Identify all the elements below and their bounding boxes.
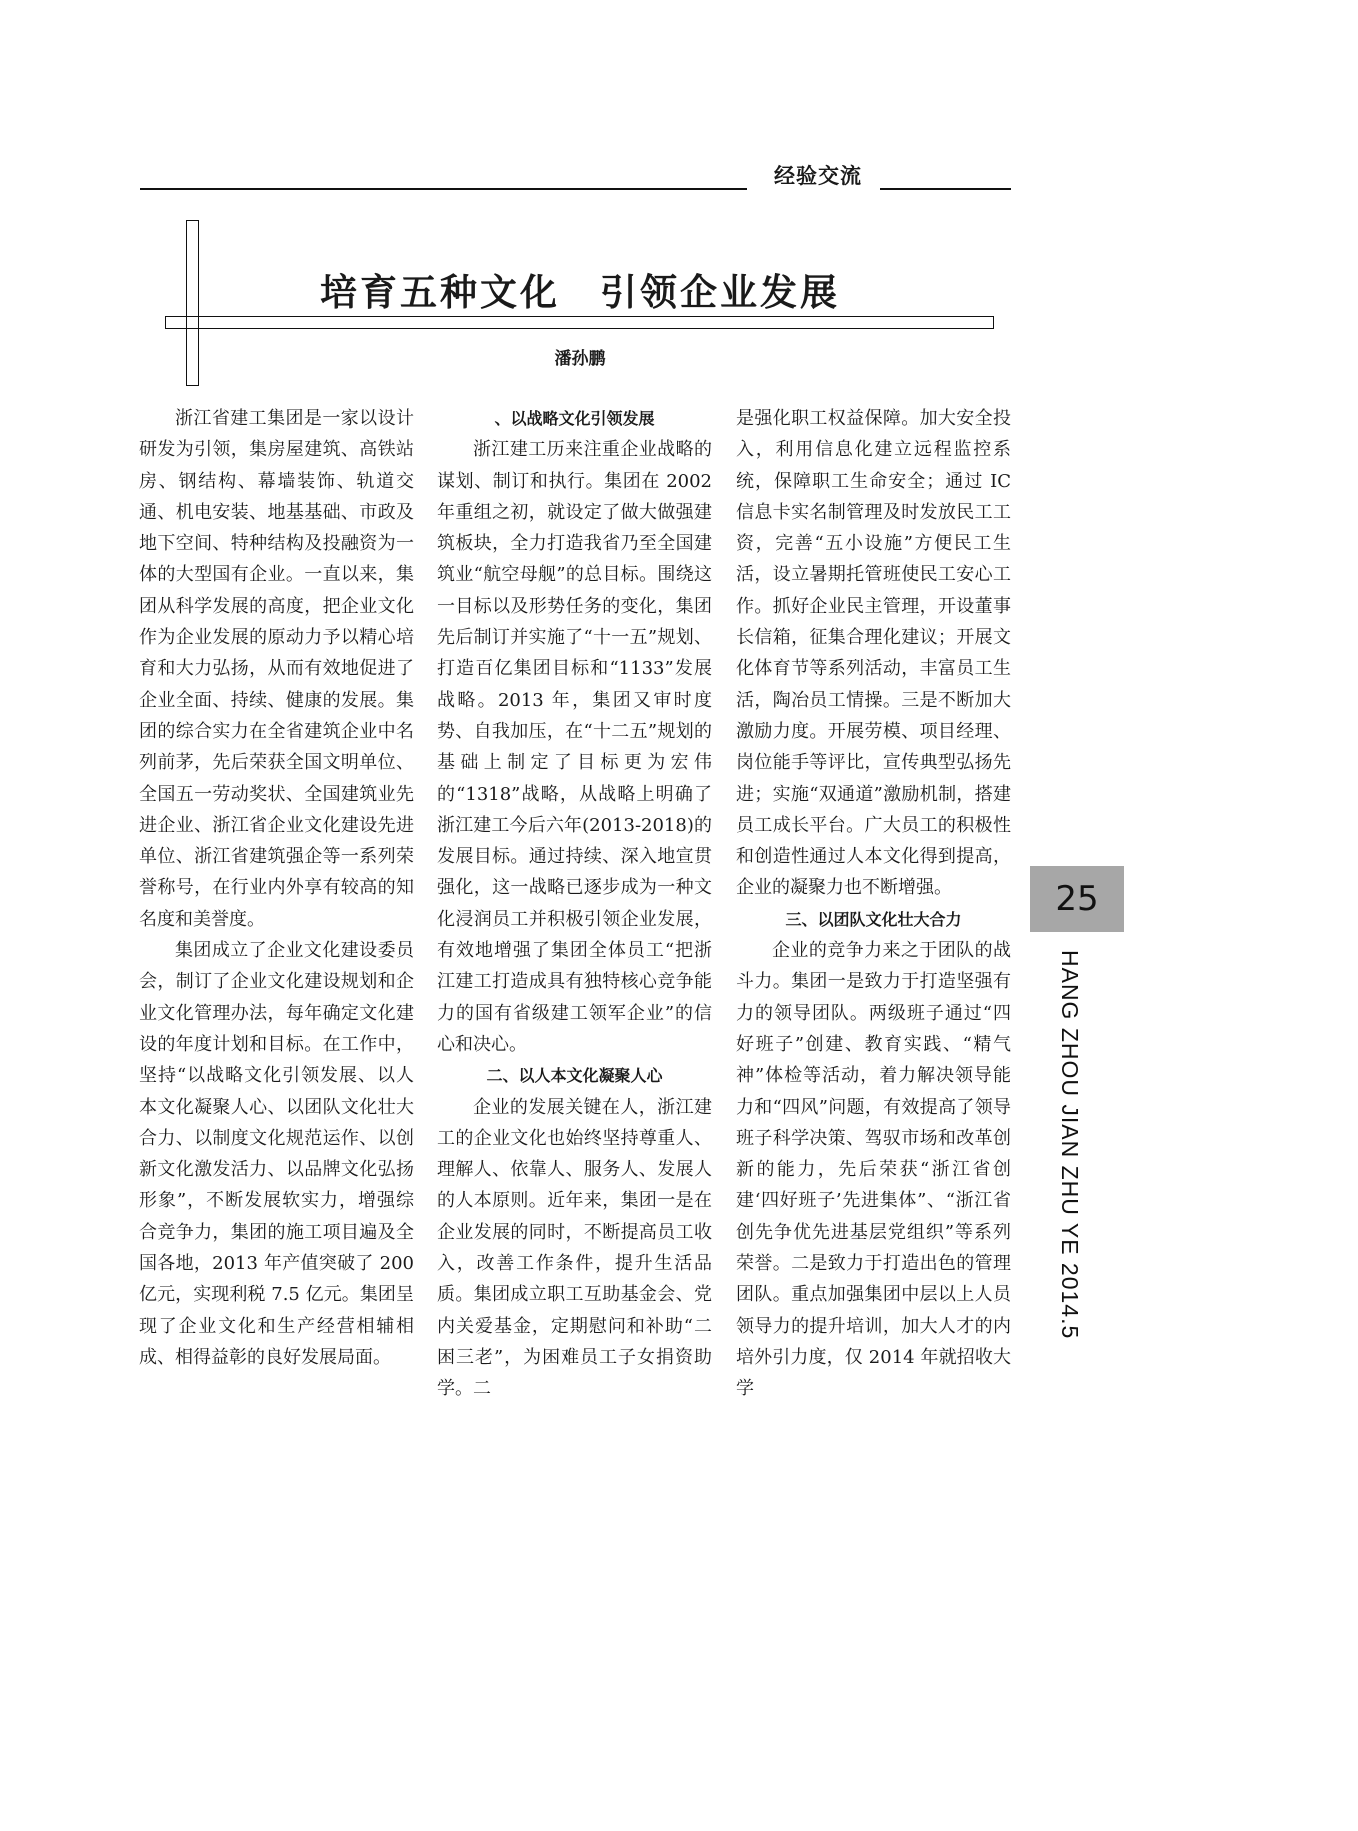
journal-vertical-label: HANG ZHOU JIAN ZHU YE 2014.5 xyxy=(1057,950,1083,1340)
paragraph: 是强化职工权益保障。加大安全投入，利用信息化建立远程监控系统，保障职工生命安全；通过 IC 信息卡实名制管理及时发放民工工资，完善“五小设施”方便民工生活，设立暑期托管班使民工安心工作。抓好企业民主管理，开设董事长信箱，征集合理化建议；开展文化体育节等系列活动，丰富员工生活，陶冶员工情操。三是不断加大激励力度。开展劳模、项目经理、岗位能手等评比，宣传典型弘扬先进；实施“双通道”激励机制，搭建员工成长平台。广大员工的积极性和创造性通过人本文化得到提高，企业的凝聚力也不断增强。 xyxy=(736,408,1011,899)
paragraph: 企业的竞争力来之于团队的战斗力。集团一是致力于打造坚强有力的领导团队。两级班子通过“四好班子”创建、教育实践、“精气神”体检等活动，着力解决领导能力和“四风”问题，有效提高了领导班子科学决策、驾驭市场和改革创新的能力，先后荣获“浙江省创建‘四好班子’先进集体”、“浙江省创先争优先进基层党组织”等系列荣誉。二是致力于打造出色的管理团队。重点加强集团中层以上人员领导力的提升培训，加大人才的内培外引力度，仅 2014 年就招收大学 xyxy=(736,940,1011,1400)
paragraph: 浙江建工历来注重企业战略的谋划、制订和执行。集团在 2002 年重组之初，就设定了做大做强建筑板块，全力打造我省乃至全国建筑业“航空母舰”的总目标。围绕这一目标以及形势任务的变化，集团先后制订并实施了“十一五”规划、打造百亿集团目标和“1133”发展战略。2013 年，集团又审时度势、自我加压，在“十二五”规划的基础上制定了目标更为宏伟的“1318”战略，从战略上明确了浙江建工今后六年(2013-2018)的发展目标。通过持续、深入地宣贯强化，这一战略已逐步成为一种文化浸润员工并积极引领企业发展，有效地增强了集团全体员工“把浙江建工打造成具有独特核心竞争能力的国有省级建工领军企业”的信心和决心。 xyxy=(437,439,712,1055)
paragraph: 浙江省建工集团是一家以设计研发为引领，集房屋建筑、高铁站房、钢结构、幕墙装饰、轨道交通、机电安装、地基基础、市政及地下空间、特种结构及投融资为一体的大型国有企业。一直以来，集团从科学发展的高度，把企业文化作为企业发展的原动力予以精心培育和大力弘扬，从而有效地促进了企业全面、持续、健康的发展。集团的综合实力在全省建筑企业中名列前茅，先后荣获全国文明单位、全国五一劳动奖状、全国建筑业先进企业、浙江省企业文化建设先进单位、浙江省建筑强企等一系列荣誉称号，在行业内外享有较高的知名度和美誉度。 xyxy=(139,408,414,930)
paragraph: 集团成立了企业文化建设委员会，制订了企业文化建设规划和企业文化管理办法，每年确定文化建设的年度计划和目标。在工作中，坚持“以战略文化引领发展、以人本文化凝聚人心、以团队文化壮大合力、以制度文化规范运作、以创新文化激发活力、以品牌文化弘扬形象”，不断发展软实力，增强综合竞争力，集团的施工项目遍及全国各地，2013 年产值突破了 200 亿元，实现利税 7.5 亿元。集团呈现了企业文化和生产经营相辅相成、相得益彰的良好发展局面。 xyxy=(139,940,414,1368)
column-2 xyxy=(437,403,712,1405)
page-number: 25 xyxy=(1030,866,1124,932)
article-title: 培育五种文化 引领企业发展 xyxy=(320,271,840,314)
header-rule-left xyxy=(140,188,747,190)
column-1 xyxy=(139,403,414,1373)
header-rule-right xyxy=(880,188,1011,190)
title-ornament-vertical xyxy=(186,220,199,386)
article-author: 潘孙鹏 xyxy=(554,349,606,369)
column-3 xyxy=(736,403,1011,1405)
section-heading: 、以战略文化引领发展 xyxy=(494,409,655,428)
paragraph: 企业的发展关键在人，浙江建工的企业文化也始终坚持尊重人、理解人、依靠人、服务人、发展人的人本原则。近年来，集团一是在企业发展的同时，不断提高员工收入，改善工作条件，提升生活品质。集团成立职工互助基金会、党内关爱基金，定期慰问和补助“二困三老”，为困难员工子女捐资助学。二 xyxy=(437,1096,712,1400)
section-tag: 经验交流 xyxy=(774,164,862,188)
section-heading: 三、以团队文化壮大合力 xyxy=(785,909,962,929)
title-ornament-horizontal xyxy=(165,316,994,329)
section-heading: 二、以人本文化凝聚人心 xyxy=(486,1066,663,1086)
